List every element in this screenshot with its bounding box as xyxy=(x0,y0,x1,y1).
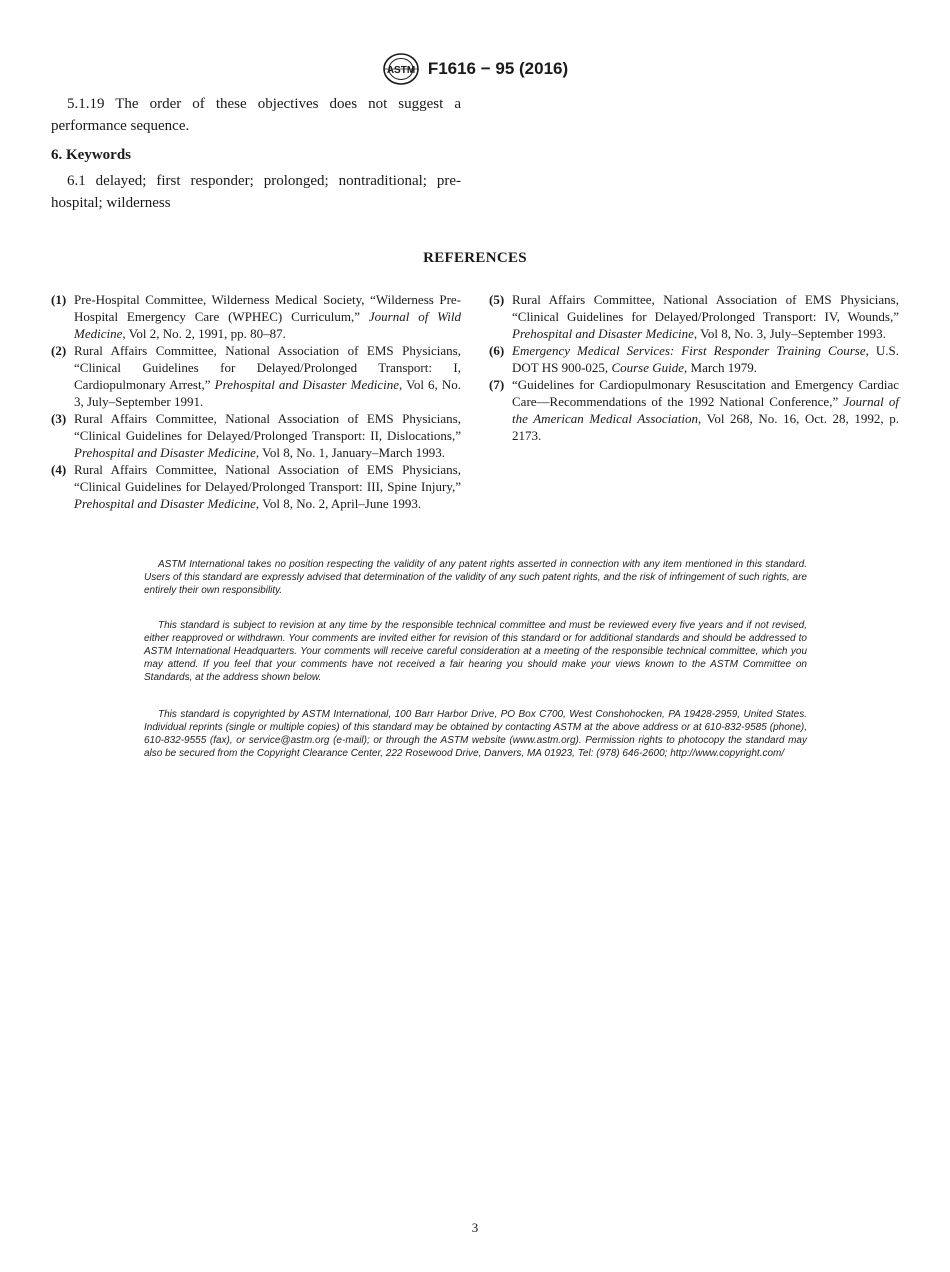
reference-citation: Rural Affairs Committee, National Association of EMS Physicians, “Clinical Guidelines for Delayed/Prolonged Transport: I, Cardiopulmonary Arrest,” xyxy=(74,343,461,392)
reference-details: , Vol 8, No. 2, April–June 1993. xyxy=(255,496,422,511)
reference-item xyxy=(489,342,899,376)
reference-number: (5) xyxy=(489,292,505,307)
revision-notice: This standard is subject to revision at any time by the responsible technical committee and must be reviewed every five years and if not revised, either reapproved or withdrawn. Your comments are invited either for revision of this standard or for additional standards and should be addressed to ASTM International Headquarters. Your comments will receive careful consideration at a meeting of the responsible technical committee, which you may attend. If you feel that your comments have not received a fair hearing you should make your views known to the ASTM Committee on Standards, at the address shown below. xyxy=(144,620,807,683)
reference-citation: Rural Affairs Committee, National Association of EMS Physicians, “Clinical Guidelines for Delayed/Prolonged Transport: IV, Wounds,” xyxy=(512,292,899,324)
reference-number: (4) xyxy=(51,462,67,477)
reference-number: (2) xyxy=(51,343,67,358)
reference-number: (7) xyxy=(489,377,505,392)
keywords-heading: 6. Keywords xyxy=(51,147,131,163)
paragraph-5-1-19: 5.1.19 The order of these objectives does not suggest a performance sequence. xyxy=(51,96,461,134)
reference-item xyxy=(489,291,899,342)
reference-citation: Rural Affairs Committee, National Association of EMS Physicians, “Clinical Guidelines for Delayed/Prolonged Transport: III, Spine Injury,” xyxy=(74,462,461,494)
reference-citation: Pre-Hospital Committee, Wilderness Medical Society, “Wilderness Pre-Hospital Emergency Care (WPHEC) Curriculum,” xyxy=(74,292,461,324)
reference-citation: Rural Affairs Committee, National Association of EMS Physicians, “Clinical Guidelines for Delayed/Prolonged Transport: II, Dislocations,” xyxy=(74,411,461,443)
reference-text xyxy=(74,461,461,512)
reference-text xyxy=(74,342,461,410)
reference-details: , Vol 268, No. 16, Oct. 28, 1992, p. 2173. xyxy=(512,411,899,443)
reference-number: (3) xyxy=(51,411,67,426)
copyright-notice: This standard is copyrighted by ASTM International, 100 Barr Harbor Drive, PO Box C700, West Conshohocken, PA 19428-2959, United States. Individual reprints (single or multiple copies) of this standard may be obtained by contacting ASTM at the above address or at 610-832-9585 (phone), 610-832-9555 (fax), or service@astm.org (e-mail); or through the ASTM website (www.astm.org). Permission rights to photocopy the standard may also be secured from the Copyright Clearance Center, 222 Rosewood Drive, Danvers, MA 01923, Tel: (978) 646-2600; http://www.copyright.com/ xyxy=(144,709,807,759)
reference-journal: Prehospital and Disaster Medicine xyxy=(512,326,694,341)
logo-text: ASTM xyxy=(386,65,415,76)
reference-details: , Vol 8, No. 1, January–March 1993. xyxy=(255,445,445,460)
reference-journal: Prehospital and Disaster Medicine xyxy=(74,496,256,511)
reference-journal: Prehospital and Disaster Medicine xyxy=(74,445,256,460)
reference-citation: “Guidelines for Cardiopulmonary Resuscitation and Emergency Cardiac Care—Recommendations of the 1992 National Conference,” xyxy=(512,377,899,409)
reference-number: (1) xyxy=(51,292,67,307)
patent-notice: ASTM International takes no position respecting the validity of any patent rights asserted in connection with any item mentioned in this standard. Users of this standard are expressly advised that determination of the validity of any such patent rights, and the risk of infringement of such rights, are entirely their own responsibility. xyxy=(144,559,807,596)
reference-item xyxy=(51,410,461,461)
reference-title: Emergency Medical Services: First Responder Training Course xyxy=(512,343,866,358)
page-header xyxy=(0,52,950,86)
paragraph-6-1: 6.1 delayed; first responder; prolonged; nontraditional; pre-hospital; wilderness xyxy=(51,173,461,211)
references-right-column xyxy=(489,291,899,444)
reference-journal: Journal of the American Medical Association xyxy=(512,394,900,426)
page-number: 3 xyxy=(471,1220,479,1235)
reference-item xyxy=(51,291,461,342)
reference-details: , Vol 8, No. 3, July–September 1993. xyxy=(693,326,886,341)
reference-journal: Journal of Wild Medicine xyxy=(74,309,461,341)
reference-journal: Prehospital and Disaster Medicine xyxy=(214,377,400,392)
reference-item xyxy=(51,342,461,410)
reference-number: (6) xyxy=(489,343,505,358)
reference-details: , Vol 2, No. 2, 1991, pp. 80–87. xyxy=(122,326,286,341)
standard-designation: F1616 − 95 (2016) xyxy=(427,59,569,78)
reference-guide-title: Course Guide xyxy=(611,360,685,375)
reference-text xyxy=(512,291,899,342)
reference-item xyxy=(489,376,899,444)
reference-text xyxy=(74,291,461,342)
references-title: REFERENCES xyxy=(423,250,527,266)
reference-details: , U.S. DOT HS 900-025, xyxy=(512,343,899,375)
reference-text xyxy=(512,376,899,444)
section-5-paragraph xyxy=(51,93,461,137)
reference-details: , Vol 6, No. 3, July–September 1991. xyxy=(74,377,462,409)
reference-text xyxy=(74,410,461,461)
astm-logo-icon xyxy=(382,52,420,86)
reference-item xyxy=(51,461,461,512)
section-6 xyxy=(51,144,461,214)
references-left-column xyxy=(51,291,461,512)
reference-text xyxy=(512,342,899,376)
reference-date: , March 1979. xyxy=(684,360,757,375)
